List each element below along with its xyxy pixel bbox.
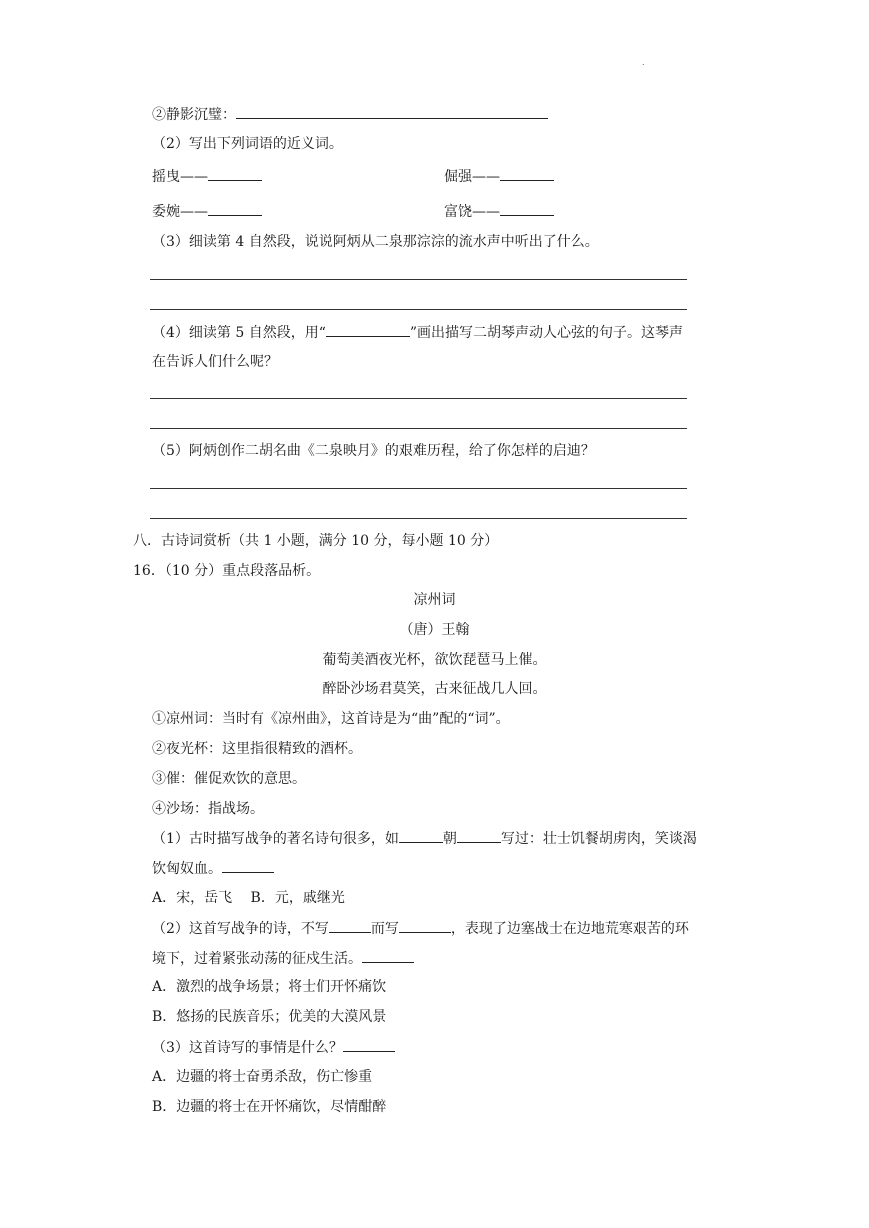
answer-blank[interactable] bbox=[457, 828, 501, 843]
answer-blank[interactable] bbox=[222, 858, 274, 873]
poem-note: ④沙场：指战场。 bbox=[152, 801, 264, 817]
answer-line[interactable] bbox=[150, 518, 687, 519]
answer-blank[interactable] bbox=[208, 201, 262, 216]
sub-question-2-text: ，表现了边塞战士在边地荒寒艰苦的环 bbox=[450, 921, 689, 937]
poem-note: ②夜光杯：这里指很精致的酒杯。 bbox=[152, 741, 362, 757]
sub-question-3 bbox=[152, 1037, 395, 1058]
answer-line[interactable] bbox=[150, 309, 687, 310]
question-16-title: 16．（10 分）重点段落品析。 bbox=[133, 563, 321, 579]
sub-question-2-text: （2）这首写战争的诗，不写 bbox=[152, 921, 329, 937]
synonym-word: 富饶—— bbox=[444, 204, 500, 220]
synonym-word: 委婉—— bbox=[152, 204, 208, 220]
answer-blank[interactable] bbox=[329, 918, 371, 933]
answer-line[interactable] bbox=[150, 428, 687, 429]
sub-question-1-text: 写过：壮士饥餐胡虏肉，笑谈渴 bbox=[500, 831, 697, 847]
answer-blank[interactable] bbox=[500, 201, 554, 216]
synonym-item bbox=[152, 166, 262, 187]
synonym-item bbox=[444, 201, 554, 222]
page-mark: . bbox=[642, 58, 645, 67]
answer-blank[interactable] bbox=[399, 828, 443, 843]
synonym-word: 摇曳—— bbox=[152, 169, 208, 185]
sub-question-1 bbox=[152, 828, 697, 849]
sub-question-3-text: （3）这首诗写的事情是什么？ bbox=[152, 1040, 343, 1056]
answer-blank[interactable] bbox=[236, 104, 548, 119]
sub-question-1-line2 bbox=[152, 858, 274, 879]
sub-question-1-text: 饮匈奴血。 bbox=[152, 861, 222, 877]
poem-title: 凉州词 bbox=[413, 592, 456, 608]
option-row: A．宋，岳飞 B．元，戚继光 bbox=[152, 890, 345, 906]
item-2-line bbox=[152, 104, 548, 125]
poem-line: 醉卧沙场君莫笑，古来征战几人回。 bbox=[322, 681, 547, 697]
poem-line: 葡萄美酒夜光杯，欲饮琵琶马上催。 bbox=[322, 652, 547, 668]
option-b: B．边疆的将士在开怀痛饮，尽情酣醉 bbox=[152, 1099, 387, 1115]
sub-question-4-text-end: ”画出描写二胡琴声动人心弦的句子。这琴声 bbox=[409, 325, 684, 341]
section-heading: 八．古诗词赏析（共 1 小题，满分 10 分，每小题 10 分） bbox=[133, 533, 499, 549]
sub-question-3: （3）细读第 4 自然段，说说阿炳从二泉那淙淙的流水声中听出了什么。 bbox=[152, 234, 599, 250]
sub-question-4 bbox=[152, 322, 683, 343]
option-b: B．悠扬的民族音乐；优美的大漠风景 bbox=[152, 1009, 387, 1025]
synonym-item bbox=[444, 166, 554, 187]
sub-question-2 bbox=[152, 918, 689, 939]
sub-question-2-line2 bbox=[152, 948, 414, 969]
answer-blank[interactable] bbox=[399, 918, 451, 933]
poem-note: ③催：催促欢饮的意思。 bbox=[152, 771, 306, 787]
answer-blank[interactable] bbox=[208, 166, 262, 181]
option-a: A．边疆的将士奋勇杀敌，伤亡惨重 bbox=[152, 1069, 373, 1085]
answer-blank[interactable] bbox=[500, 166, 554, 181]
synonym-word: 倔强—— bbox=[444, 169, 500, 185]
sub-question-2-text: 境下，过着紧张动荡的征戍生活。 bbox=[152, 951, 362, 967]
option-a: A．激烈的战争场景；将士们开怀痛饮 bbox=[152, 979, 387, 995]
sub-question-2: （2）写出下列词语的近义词。 bbox=[152, 136, 343, 152]
underline-sample bbox=[326, 322, 410, 337]
synonym-item bbox=[152, 201, 262, 222]
answer-line[interactable] bbox=[150, 398, 687, 399]
sub-question-4-text: （4）细读第 5 自然段，用“ bbox=[152, 325, 326, 341]
sub-question-1-text: （1）古时描写战争的著名诗句很多，如 bbox=[152, 831, 399, 847]
sub-question-2-text: 而写 bbox=[370, 921, 399, 937]
item-2-label: ②静影沉璧： bbox=[152, 107, 236, 123]
sub-question-1-text: 朝 bbox=[442, 831, 457, 847]
poem-note: ①凉州词：当时有《凉州曲》，这首诗是为“曲”配的“词”。 bbox=[152, 711, 510, 727]
answer-line[interactable] bbox=[150, 279, 687, 280]
poem-author: （唐）王翰 bbox=[399, 622, 470, 638]
sub-question-4-line2: 在告诉人们什么呢？ bbox=[152, 354, 278, 370]
answer-blank[interactable] bbox=[343, 1037, 395, 1052]
sub-question-5: （5）阿炳创作二胡名曲《二泉映月》的艰难历程，给了你怎样的启迪？ bbox=[152, 443, 595, 459]
answer-blank[interactable] bbox=[362, 948, 414, 963]
answer-line[interactable] bbox=[150, 488, 687, 489]
